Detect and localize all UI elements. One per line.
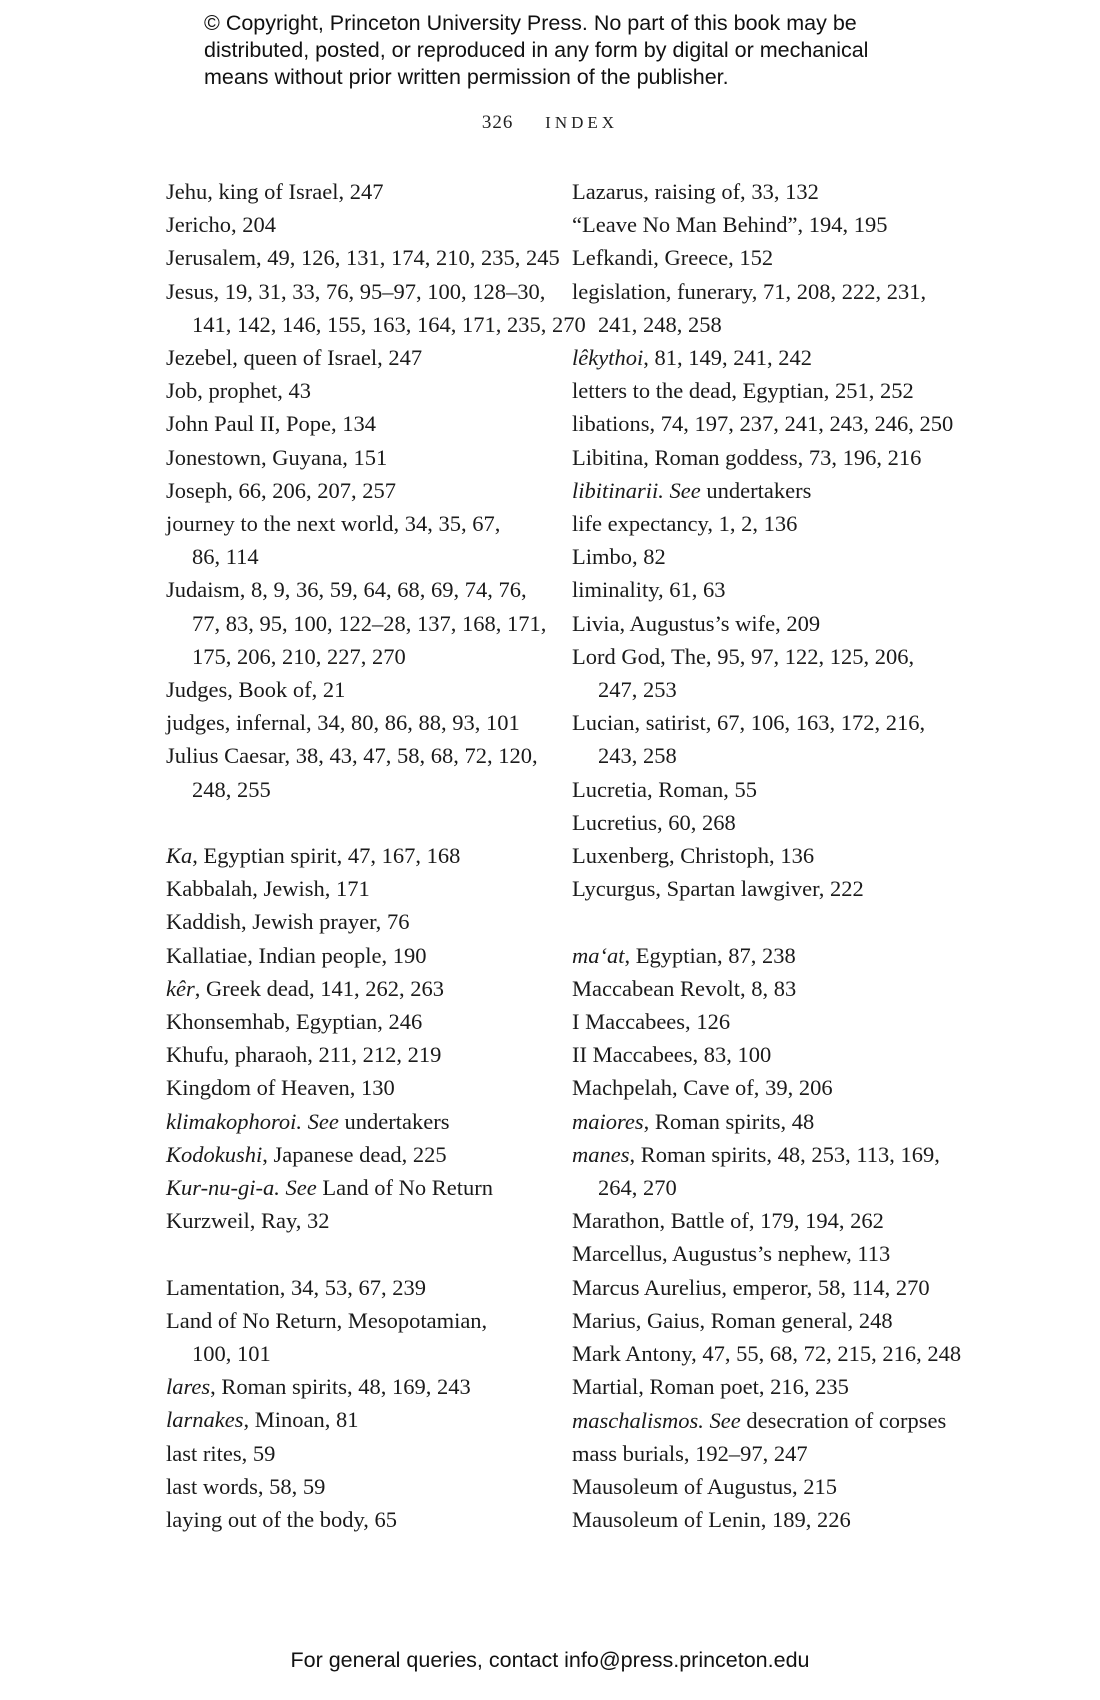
index-term: II Maccabees, — [572, 1042, 699, 1068]
page-references: 34, 35, 67, — [399, 511, 501, 537]
index-entry — [166, 1005, 556, 1038]
page-references: 55 — [728, 776, 757, 802]
index-entry — [166, 1038, 556, 1071]
index-term: Julius Caesar, — [166, 743, 291, 769]
index-term: journey to the next world, — [166, 511, 400, 537]
page-references: Land of No Return — [316, 1175, 493, 1201]
page-references: 58, 59 — [263, 1473, 326, 1499]
index-entry — [572, 1503, 972, 1536]
index-entry — [572, 806, 972, 839]
index-term: Mark Antony, — [572, 1341, 697, 1367]
index-term: life expectancy, — [572, 511, 713, 537]
index-term: lares — [166, 1374, 211, 1400]
index-term: liminality, — [572, 577, 664, 603]
index-term: last rites, — [166, 1440, 248, 1466]
letter-group-spacer — [572, 905, 972, 938]
page-references: 8, 83 — [745, 975, 797, 1001]
letter-group-spacer — [166, 806, 556, 839]
page-references: 222 — [824, 876, 864, 902]
index-entry — [572, 474, 972, 507]
page-references: 247 — [344, 179, 384, 204]
index-entry — [572, 1370, 972, 1403]
index-entry — [166, 341, 556, 374]
index-term: Jesus, — [166, 278, 220, 304]
index-term: klimakophoroi. — [166, 1108, 303, 1134]
index-term: Jerusalem, — [166, 245, 262, 271]
page-references: 82 — [637, 544, 666, 570]
page-references: 192–97, 247 — [689, 1440, 808, 1466]
page-references: , Roman spirits, 48, 169, 243 — [210, 1374, 471, 1400]
index-entry — [166, 1204, 556, 1237]
copyright-notice — [204, 10, 924, 91]
index-entry — [572, 872, 972, 905]
index-term: Marius, Gaius, Roman general, — [572, 1307, 854, 1333]
page-references: 247 — [382, 345, 423, 371]
index-entry — [166, 1304, 556, 1370]
page-references: 58, 114, 270 — [812, 1274, 930, 1300]
index-entry — [166, 241, 560, 274]
index-term: Joseph, — [166, 477, 233, 503]
page-references: 61, 63 — [663, 577, 726, 603]
page-references: 126 — [690, 1009, 731, 1035]
page-references: 136 — [774, 843, 815, 869]
index-term: Lucretius, — [572, 809, 663, 835]
page-references: undertakers — [700, 477, 812, 503]
index-term: Lucretia, Roman, — [572, 776, 729, 802]
index-entry — [572, 175, 972, 208]
page-references: 246 — [382, 1009, 423, 1035]
index-entry — [166, 1370, 556, 1403]
page-references-continued: 264, 270 — [598, 1175, 677, 1201]
index-term: judges, infernal, — [166, 710, 312, 736]
index-term: last words, — [166, 1473, 264, 1499]
letter-group-spacer — [166, 1237, 556, 1270]
copyright-line: means without prior written permission of the publisher. — [204, 65, 729, 89]
page-references: 43 — [282, 378, 311, 404]
page-references: 34, 53, 67, 239 — [285, 1274, 426, 1300]
index-term: I Maccabees, — [572, 1009, 691, 1035]
index-entry — [572, 1237, 972, 1270]
index-entry — [572, 507, 972, 540]
index-term: Jehu, king of Israel, — [166, 179, 345, 204]
index-term: mass burials, — [572, 1440, 690, 1466]
index-entry — [166, 972, 556, 1005]
page-references: 21 — [317, 677, 346, 703]
index-entry — [572, 1038, 972, 1071]
page-references-continued: 241, 248, 258 — [598, 311, 722, 337]
index-term: Kingdom of Heaven, — [166, 1075, 356, 1101]
index-entry — [166, 407, 556, 440]
page-references: 76 — [381, 909, 410, 935]
index-term: Lucian, satirist, — [572, 710, 712, 736]
index-entry — [166, 1470, 556, 1503]
page-references: 39, 206 — [759, 1075, 833, 1101]
page-references-continued: 175, 206, 210, 227, 270 — [192, 643, 406, 669]
index-entry — [572, 441, 972, 474]
page-references: 190 — [387, 942, 427, 968]
index-entry — [166, 1437, 556, 1470]
section-title: INDEX — [545, 113, 619, 132]
page-references: , Minoan, 81 — [243, 1407, 359, 1433]
index-term: John Paul II, Pope, — [166, 411, 337, 437]
index-term: kêr — [166, 975, 195, 1001]
index-term: Land of No Return, Mesopotamian, — [166, 1307, 488, 1333]
page-number: 326 — [481, 112, 514, 133]
page-references: 8, 9, 36, 59, 64, 68, 69, 74, 76, — [245, 577, 527, 603]
index-entry — [166, 1271, 556, 1304]
copyright-line: © Copyright, Princeton University Press. No part of this book may be — [204, 11, 857, 35]
index-term: Limbo, — [572, 544, 638, 570]
index-entry — [572, 1470, 972, 1503]
index-term: Lycurgus, Spartan lawgiver, — [572, 876, 825, 902]
index-term: Ka — [166, 843, 193, 869]
index-term: lêkythoi — [572, 345, 644, 371]
page-references: , 81, 149, 241, 242 — [643, 345, 812, 371]
index-term: Kallatiae, Indian people, — [166, 942, 388, 968]
index-entry — [572, 407, 972, 440]
index-entry — [166, 1138, 556, 1171]
index-term: Machpelah, Cave of, — [572, 1075, 760, 1101]
index-term: Jonestown, Guyana, — [166, 444, 348, 470]
index-term: maschalismos. — [572, 1407, 704, 1433]
page-references: desecration of corpses — [740, 1407, 947, 1433]
page-references: , Egyptian spirit, 47, 167, 168 — [192, 843, 461, 869]
page-references: 74, 197, 237, 241, 243, 246, 250 — [655, 411, 954, 437]
index-term: Kur-nu-gi-a. — [166, 1175, 280, 1201]
index-entry — [166, 1403, 556, 1436]
index-term: Kurzweil, Ray, — [166, 1208, 302, 1234]
page-references: 34, 80, 86, 88, 93, 101 — [311, 710, 520, 736]
index-entry — [572, 1204, 972, 1237]
index-entry — [572, 1105, 972, 1138]
index-entry — [166, 474, 556, 507]
index-entry — [166, 739, 556, 805]
index-entry — [166, 1071, 556, 1104]
index-term: Lord God, The, — [572, 643, 712, 669]
page-references: 66, 206, 207, 257 — [232, 477, 396, 503]
index-term: “Leave No Man Behind”, — [572, 212, 804, 238]
index-entry — [572, 939, 972, 972]
index-entry — [572, 1437, 972, 1470]
page-references: 71, 208, 222, 231, — [757, 278, 927, 304]
index-entry — [572, 1304, 972, 1337]
index-term: Libitina, Roman goddess, — [572, 444, 804, 470]
index-entry — [572, 640, 972, 706]
running-head — [0, 112, 1100, 134]
index-entry — [572, 1404, 972, 1437]
index-term: Judaism, — [166, 577, 246, 603]
page-references: 47, 55, 68, 72, 215, 216, 248 — [696, 1341, 962, 1367]
index-entry — [572, 1337, 972, 1370]
page-references: 211, 212, 219 — [312, 1042, 442, 1068]
index-entry — [572, 773, 972, 806]
page-references: 152 — [733, 245, 774, 271]
index-term: ma‘at — [572, 942, 625, 968]
index-term: laying out of the body, — [166, 1507, 369, 1533]
page-references: 38, 43, 47, 58, 68, 72, 120, — [290, 743, 538, 769]
page-references: 216, 235 — [764, 1374, 849, 1400]
index-entry — [166, 275, 586, 341]
index-term: Livia, Augustus’s wife, — [572, 610, 781, 636]
index-entry — [572, 1271, 972, 1304]
page-references: 189, 226 — [766, 1507, 851, 1533]
index-term: Luxenberg, Christoph, — [572, 843, 775, 869]
page-references: 209 — [780, 610, 821, 636]
index-term: Lamentation, — [166, 1274, 286, 1300]
index-term: Mausoleum of Augustus, — [572, 1473, 798, 1499]
index-entry — [166, 673, 556, 706]
index-term: maiores — [572, 1108, 644, 1134]
page-references: 248 — [853, 1307, 893, 1333]
index-term: Martial, Roman poet, — [572, 1374, 765, 1400]
index-term: Kaddish, Jewish prayer, — [166, 909, 382, 935]
index-entry — [572, 573, 972, 606]
index-entry — [572, 1005, 972, 1038]
index-entry — [572, 540, 972, 573]
index-entry — [572, 972, 972, 1005]
see-reference: See — [663, 477, 701, 503]
index-term: manes — [572, 1141, 630, 1167]
index-entry — [166, 839, 556, 872]
index-term: Marathon, Battle of, — [572, 1208, 755, 1234]
page-references: 1, 2, 136 — [712, 511, 798, 537]
index-column-left — [166, 175, 586, 1536]
index-entry — [572, 208, 972, 241]
copyright-line: distributed, posted, or reproduced in any form by digital or mechanical — [204, 38, 869, 62]
see-reference: See — [302, 1108, 339, 1134]
index-term: Khufu, pharaoh, — [166, 1042, 313, 1068]
index-term: Kabbalah, Jewish, — [166, 876, 331, 902]
page-references: 19, 31, 33, 76, 95–97, 100, 128–30, — [219, 278, 546, 304]
index-term: letters to the dead, Egyptian, — [572, 378, 830, 404]
page-references: , Roman spirits, 48 — [643, 1108, 815, 1134]
index-entry — [166, 573, 556, 673]
index-term: Jericho, — [166, 212, 237, 238]
page-references-continued: 100, 101 — [192, 1341, 271, 1367]
page-references: 179, 194, 262 — [754, 1208, 884, 1234]
page-references: 32 — [301, 1208, 330, 1234]
index-entry — [572, 839, 972, 872]
index-entry — [166, 374, 556, 407]
index-entry — [166, 706, 556, 739]
index-entry — [166, 441, 556, 474]
footer-contact: For general queries, contact info@press.princeton.edu — [290, 1648, 810, 1672]
index-term: Lazarus, raising of, — [572, 179, 746, 204]
index-entry — [166, 939, 556, 972]
page-references: 204 — [236, 212, 276, 238]
page-references: 95, 97, 122, 125, 206, — [711, 643, 915, 669]
page-references: 73, 196, 216 — [803, 444, 922, 470]
index-term: Marcellus, Augustus’s nephew, — [572, 1241, 852, 1267]
page-references-continued: 77, 83, 95, 100, 122–28, 137, 168, 171, — [192, 610, 547, 636]
index-entry — [572, 1071, 972, 1104]
index-entry — [166, 175, 556, 208]
page-references-continued: 248, 255 — [192, 776, 271, 802]
index-entry — [572, 607, 972, 640]
page-references: 83, 100 — [698, 1042, 772, 1068]
index-term: larnakes — [166, 1407, 244, 1433]
index-term: Marcus Aurelius, emperor, — [572, 1274, 813, 1300]
index-term: Maccabean Revolt, — [572, 975, 746, 1001]
page-references-continued: 86, 114 — [192, 544, 259, 570]
index-entry — [166, 1105, 556, 1138]
page-references: 65 — [368, 1507, 398, 1533]
page-references-continued: 243, 258 — [598, 743, 677, 769]
page-references: , Roman spirits, 48, 253, 113, 169, — [629, 1141, 940, 1167]
page-references: 33, 132 — [745, 179, 819, 204]
page-references-continued: 141, 142, 146, 155, 163, 164, 171, 235, 270 — [192, 311, 586, 337]
page-references: 134 — [336, 411, 376, 437]
index-entry — [572, 706, 972, 772]
page-references: 60, 268 — [662, 809, 736, 835]
index-entry — [572, 241, 972, 274]
see-reference: See — [703, 1407, 741, 1433]
page-references: 194, 195 — [803, 212, 888, 238]
page-references-continued: 247, 253 — [598, 677, 677, 703]
page-references: 59 — [247, 1440, 276, 1466]
index-term: Jezebel, queen of Israel, — [166, 345, 383, 371]
page-references: 251, 252 — [829, 378, 914, 404]
index-term: legislation, funerary, — [572, 278, 758, 304]
index-entry — [166, 905, 556, 938]
index-column-right — [572, 175, 972, 1536]
index-term: Kodokushi — [166, 1141, 263, 1167]
index-entry — [166, 1171, 556, 1204]
page-references: , Japanese dead, 225 — [262, 1141, 447, 1167]
index-term: Job, prophet, — [166, 378, 283, 404]
page-references: 215 — [797, 1473, 838, 1499]
index-entry — [166, 507, 556, 573]
index-term: libations, — [572, 411, 656, 437]
page-references: 151 — [347, 444, 388, 470]
index-entry — [166, 872, 556, 905]
page-references: , Egyptian, 87, 238 — [624, 942, 796, 968]
page-references: 67, 106, 163, 172, 216, — [711, 710, 926, 736]
index-term: Mausoleum of Lenin, — [572, 1507, 767, 1533]
see-reference: See — [279, 1175, 317, 1201]
page-references: , Greek dead, 141, 262, 263 — [194, 975, 445, 1001]
index-term: Judges, Book of, — [166, 677, 318, 703]
index-term: libitinarii. — [572, 477, 664, 503]
index-term: Khonsemhab, Egyptian, — [166, 1009, 383, 1035]
page-references: 113 — [851, 1241, 891, 1267]
page-references: undertakers — [338, 1108, 450, 1134]
index-entry — [572, 341, 972, 374]
index-entry — [572, 1138, 972, 1204]
page-references: 171 — [330, 876, 370, 902]
index-entry — [572, 374, 972, 407]
index-entry — [572, 275, 972, 341]
page-references: 130 — [355, 1075, 395, 1101]
index-entry — [166, 208, 556, 241]
page-references: 49, 126, 131, 174, 210, 235, 245 — [261, 245, 560, 271]
index-entry — [166, 1503, 556, 1536]
index-term: Lefkandi, Greece, — [572, 245, 734, 271]
